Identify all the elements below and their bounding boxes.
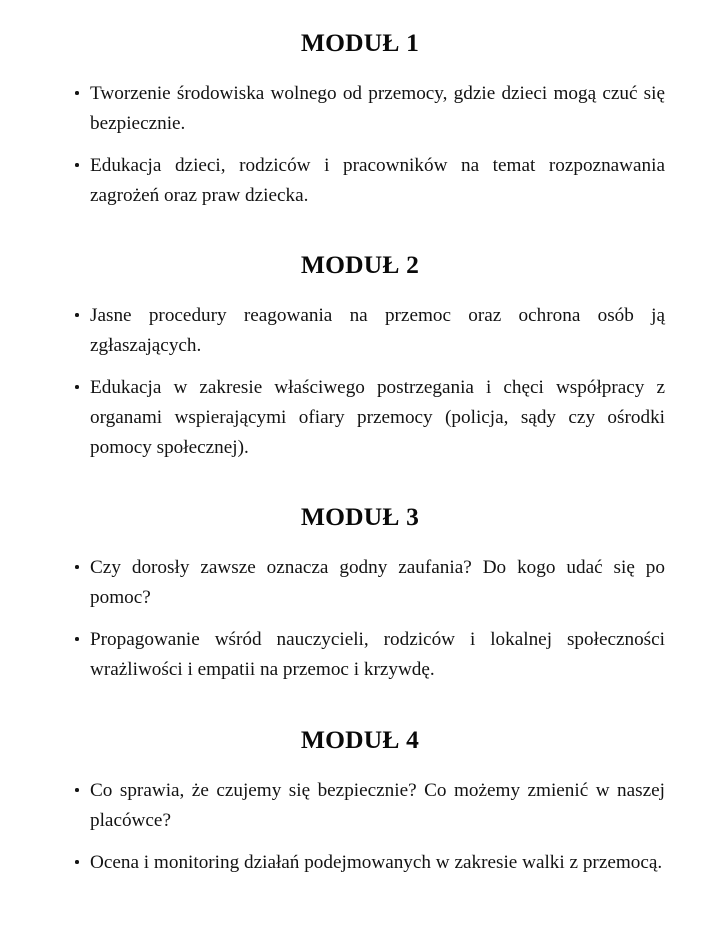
list-item-text: Edukacja w zakresie właściwego postrzegania i chęci współpracy z organami wspierającymi ofiary przemocy (policja, sądy czy ośrodki pomocy społecznej). (90, 377, 665, 459)
list-item (63, 151, 665, 211)
list-item (63, 848, 665, 878)
module-section-1 (0, 28, 720, 211)
list-item-text: Co sprawia, że czujemy się bezpiecznie? Co możemy zmienić w naszej placówce? (90, 780, 665, 832)
module-heading-1: MODUŁ 1 (300, 28, 420, 57)
list-item-text: Propagowanie wśród nauczycieli, rodziców i lokalnej społeczności wrażliwości i empatii na przemoc i krzywdę. (90, 629, 665, 681)
list-item-text: Tworzenie środowiska wolnego od przemocy, gdzie dzieci mogą czuć się bezpiecznie. (90, 83, 665, 135)
list-item (63, 776, 665, 836)
list-item-text: Edukacja dzieci, rodziców i pracowników na temat rozpoznawania zagrożeń oraz praw dziecka. (90, 155, 665, 207)
list-item (63, 79, 665, 139)
list-item-text: Jasne procedury reagowania na przemoc oraz ochrona osób ją zgłaszających. (90, 305, 665, 357)
bullet-dot-icon (75, 163, 79, 167)
module-heading-3: MODUŁ 3 (300, 502, 420, 532)
bullet-dot-icon (75, 313, 79, 317)
document-page (0, 28, 720, 928)
list-item-text: Czy dorosły zawsze oznacza godny zaufania? Do kogo udać się po pomoc? (90, 557, 665, 609)
module-heading-4: MODUŁ 4 (300, 725, 420, 755)
bullet-dot-icon (75, 565, 79, 569)
module-bullet-list-3 (63, 553, 665, 685)
module-bullet-list-1 (63, 79, 665, 211)
module-section-3 (0, 502, 720, 685)
list-item (63, 553, 665, 613)
module-section-2 (0, 250, 720, 463)
list-item-text: Ocena i monitoring działań podejmowanych w zakresie walki z przemocą. (90, 852, 663, 874)
bullet-dot-icon (75, 860, 79, 864)
module-bullet-list-4 (63, 776, 665, 878)
bullet-dot-icon (75, 91, 79, 95)
list-item (63, 373, 665, 463)
list-item (63, 301, 665, 361)
module-heading-2: MODUŁ 2 (300, 250, 420, 280)
module-section-4 (0, 725, 720, 878)
bullet-dot-icon (75, 637, 79, 641)
module-bullet-list-2 (63, 301, 665, 463)
bullet-dot-icon (75, 788, 79, 792)
list-item (63, 625, 665, 685)
bullet-dot-icon (75, 385, 79, 389)
